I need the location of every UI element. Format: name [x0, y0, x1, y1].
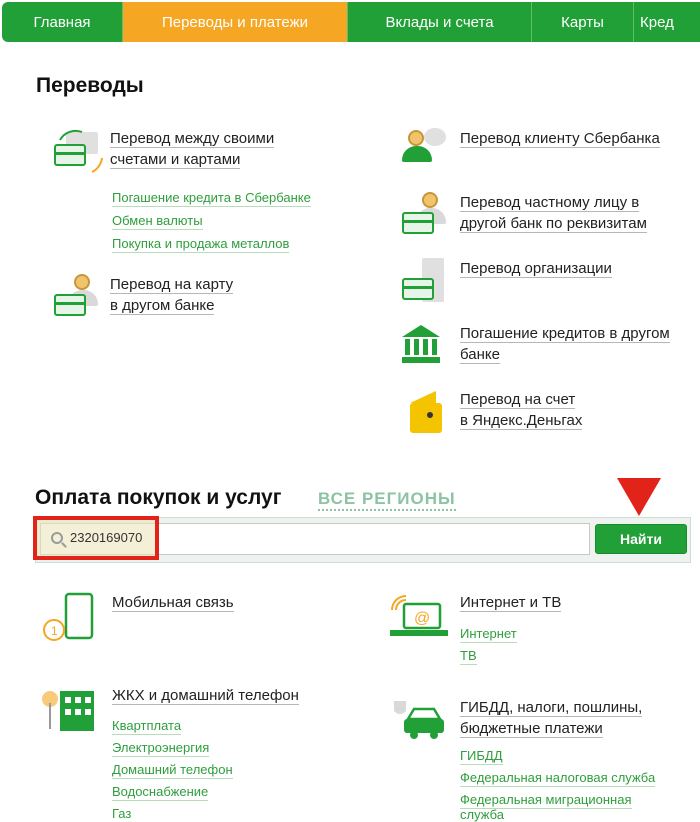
- tab-cards[interactable]: Карты: [532, 2, 634, 42]
- private-other-bank-line1: Перевод частному лицу в: [460, 194, 640, 211]
- organization-line1: Перевод организации: [460, 260, 612, 277]
- own-accounts-line2: счетами и картами: [110, 151, 241, 168]
- link-metals[interactable]: Покупка и продажа металлов: [112, 236, 290, 251]
- transfer-sber-client[interactable]: [400, 128, 660, 178]
- internet-label: Интернет и ТВ: [460, 594, 562, 611]
- link-internet[interactable]: Интернет: [460, 626, 517, 641]
- link-loan-repayment-sber[interactable]: Погашение кредита в Сбербанке: [112, 190, 311, 205]
- loans-other-bank-line1: Погашение кредитов в другом: [460, 325, 670, 342]
- link-gibdd[interactable]: ГИБДД: [460, 748, 503, 763]
- mobile-label: Мобильная связь: [112, 594, 234, 611]
- link-tv[interactable]: ТВ: [460, 648, 477, 663]
- tab-deposits-accounts[interactable]: Вклады и счета: [348, 2, 532, 42]
- transfer-organization[interactable]: [400, 258, 612, 308]
- search-value: 2320169070: [70, 530, 143, 545]
- card-other-bank-line2: в другом банке: [110, 297, 215, 314]
- payment-gibdd-taxes[interactable]: [388, 697, 642, 747]
- red-arrow-marker: [617, 478, 661, 516]
- utilities-label: ЖКХ и домашний телефон: [112, 687, 299, 704]
- yandex-line2: в Яндекс.Деньгах: [460, 412, 583, 429]
- loans-other-bank-line2: банке: [460, 346, 500, 363]
- transfer-card-other-bank[interactable]: [52, 274, 233, 324]
- car-icon: [388, 697, 448, 747]
- person-icon: [400, 128, 460, 178]
- yandex-line1: Перевод на счет: [460, 391, 576, 408]
- all-regions-link[interactable]: ВСЕ РЕГИОНЫ: [318, 489, 456, 511]
- transfers-title: Переводы: [36, 74, 144, 97]
- sber-client-line1: Перевод клиенту Сбербанка: [460, 130, 660, 147]
- mobile-phone-icon: [40, 592, 100, 642]
- svg-text:@: @: [414, 610, 431, 627]
- person-card-icon: [400, 192, 460, 242]
- own-accounts-line1: Перевод между своими: [110, 130, 275, 147]
- link-fms-cont[interactable]: служба: [460, 807, 504, 822]
- find-button[interactable]: Найти: [595, 524, 687, 554]
- payment-mobile[interactable]: [40, 592, 234, 642]
- transfer-private-other-bank[interactable]: [400, 192, 647, 242]
- link-home-phone[interactable]: Домашний телефон: [112, 762, 233, 777]
- building-card-icon: [400, 258, 460, 308]
- exchange-cards-icon: [52, 128, 112, 178]
- gibdd-line1: ГИБДД, налоги, пошлины,: [460, 699, 643, 716]
- link-gas[interactable]: Газ: [112, 806, 132, 821]
- private-other-bank-line2: другой банк по реквизитам: [460, 215, 647, 232]
- link-water[interactable]: Водоснабжение: [112, 784, 209, 799]
- tab-credits[interactable]: Кред: [634, 2, 700, 42]
- link-currency-exchange[interactable]: Обмен валюты: [112, 213, 203, 228]
- person-card-icon: [52, 274, 112, 324]
- card-other-bank-line1: Перевод на карту: [110, 276, 234, 293]
- transfer-own-accounts[interactable]: [52, 128, 274, 178]
- link-electricity[interactable]: Электроэнергия: [112, 740, 210, 755]
- svg-text:1: 1: [51, 624, 58, 638]
- tab-home[interactable]: Главная: [2, 2, 123, 42]
- top-navigation: [2, 2, 700, 42]
- laptop-icon: [388, 592, 448, 642]
- search-icon: [51, 532, 63, 544]
- transfer-yandex-money[interactable]: [400, 389, 582, 439]
- link-fms[interactable]: Федеральная миграционная: [460, 792, 632, 807]
- link-rent[interactable]: Квартплата: [112, 718, 182, 733]
- link-fns[interactable]: Федеральная налоговая служба: [460, 770, 656, 785]
- transfer-loans-other-bank[interactable]: [400, 323, 670, 373]
- payments-title: Оплата покупок и услуг: [35, 486, 282, 509]
- gibdd-line2: бюджетные платежи: [460, 720, 603, 737]
- tab-transfers-payments[interactable]: Переводы и платежи: [123, 2, 348, 42]
- bank-icon: [400, 323, 460, 373]
- house-icon: [40, 685, 100, 735]
- yandex-wallet-icon: [400, 389, 460, 439]
